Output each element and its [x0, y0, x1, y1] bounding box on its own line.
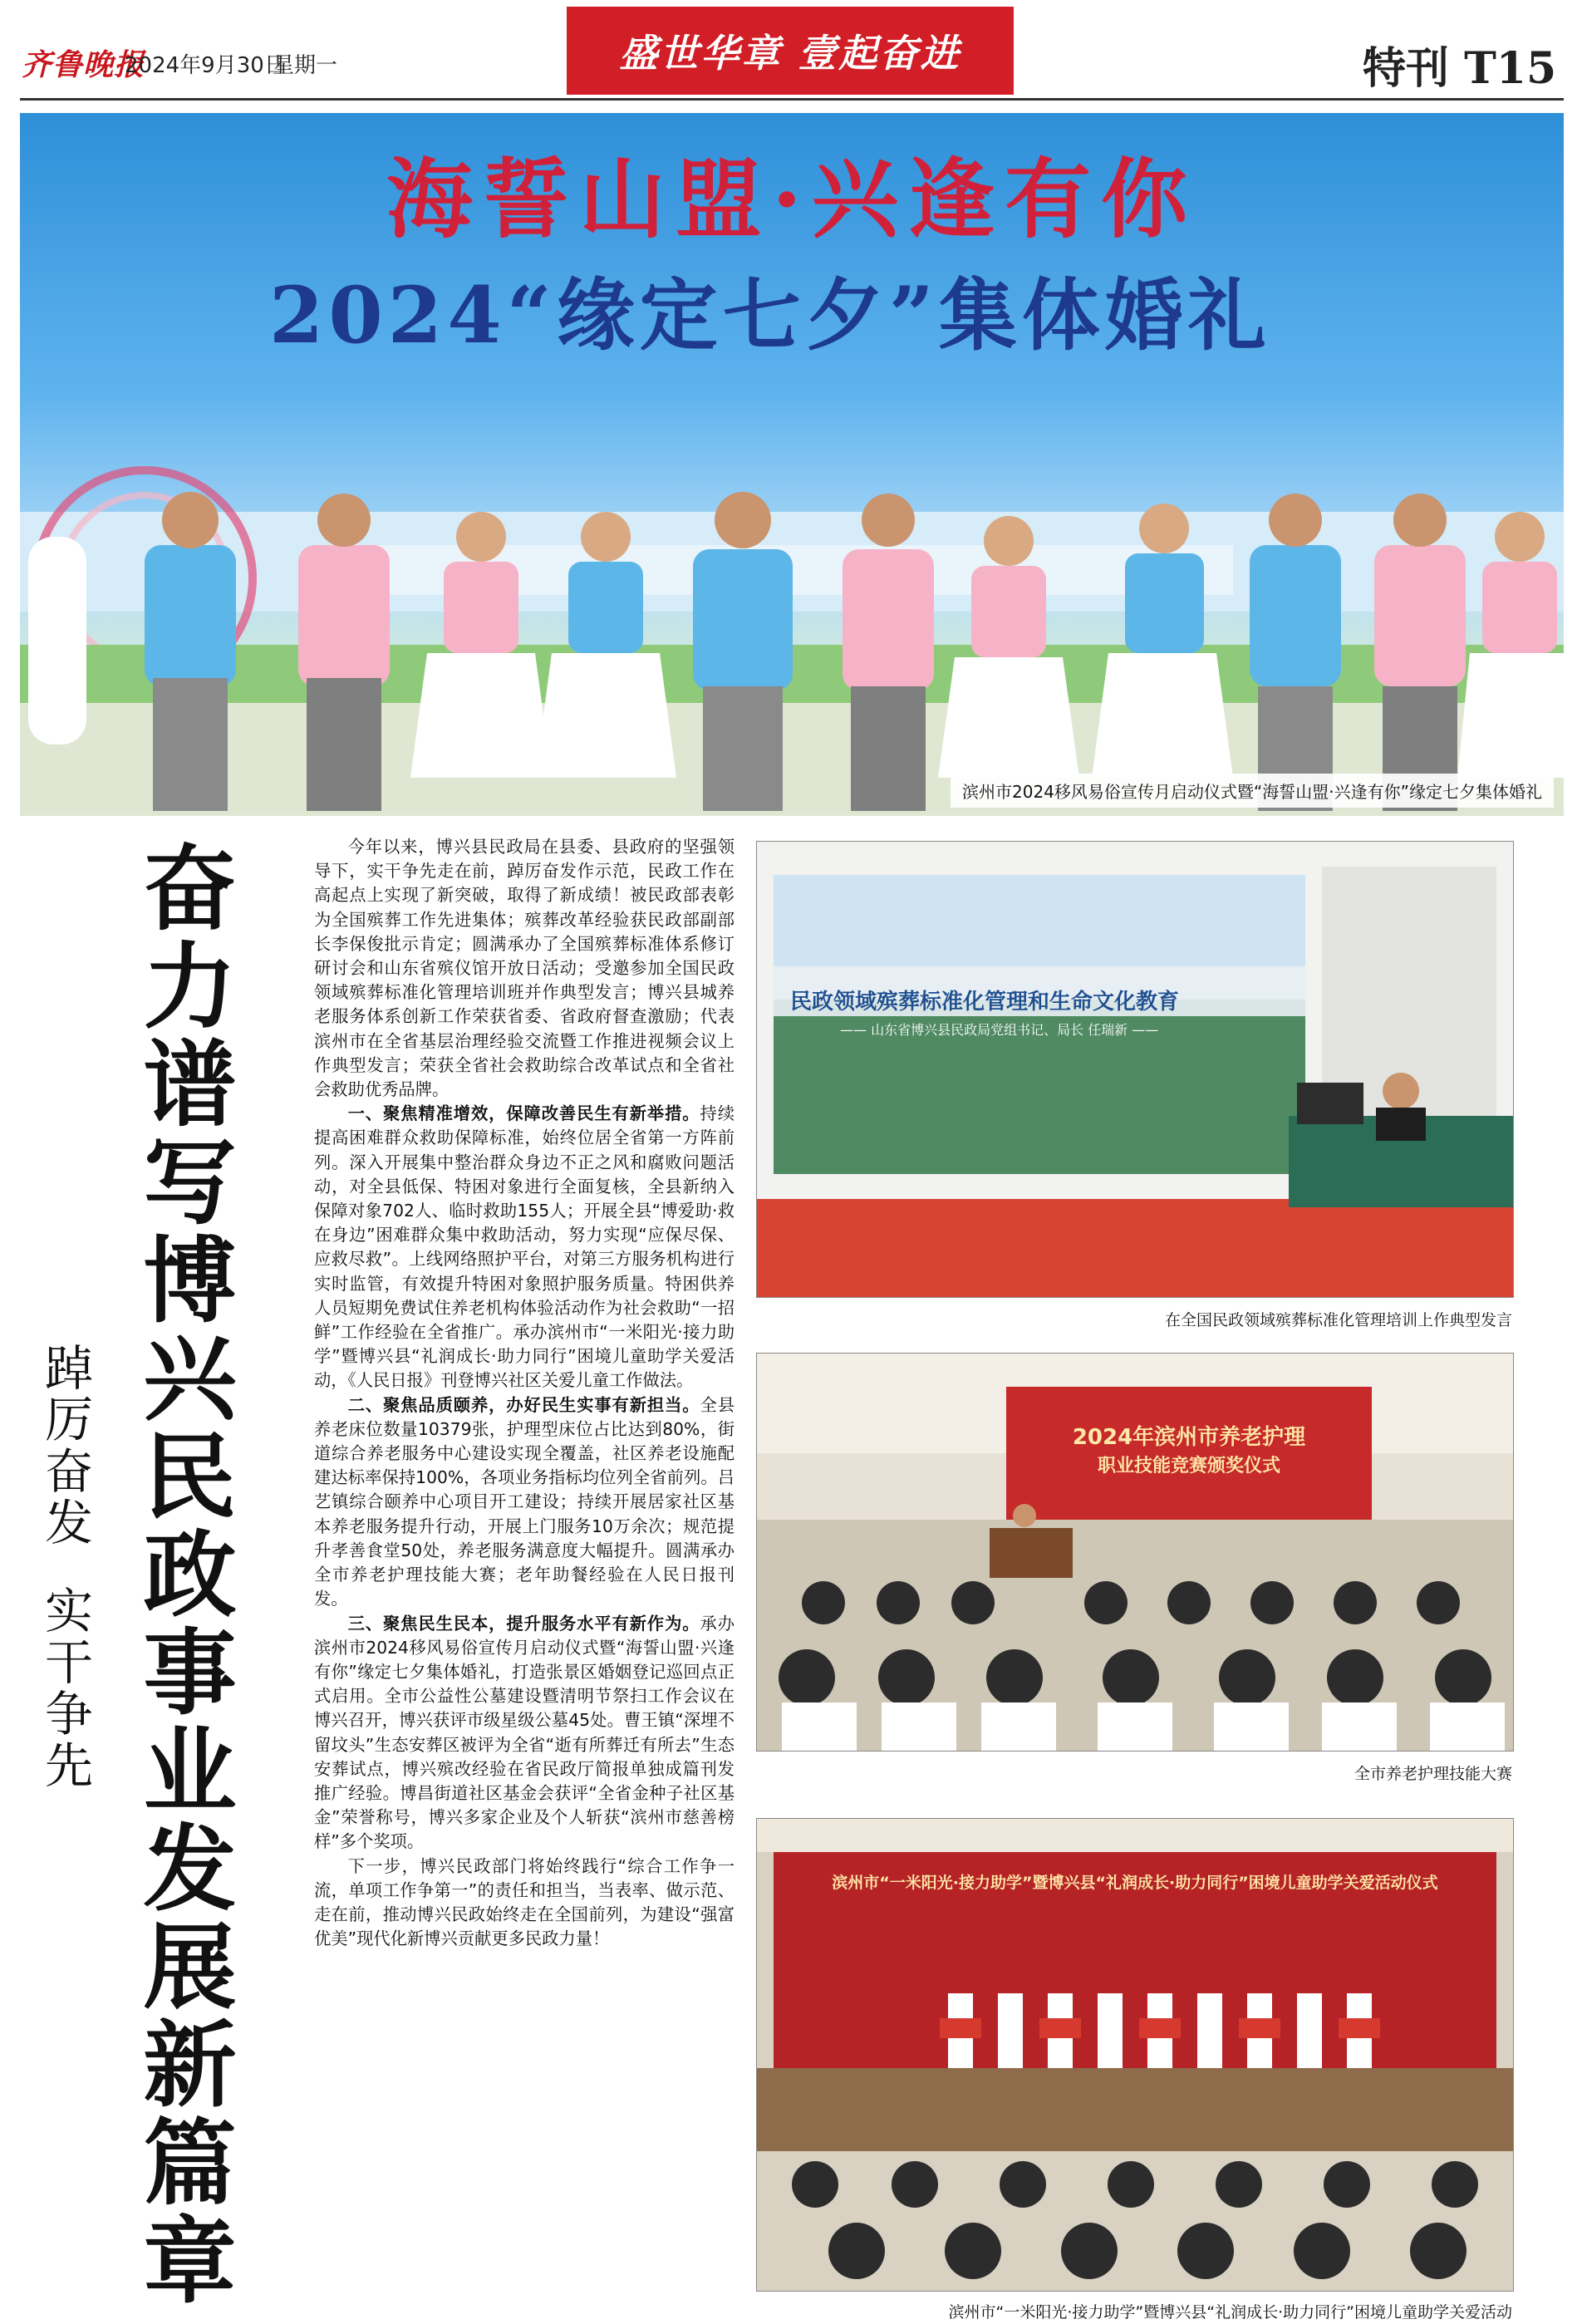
header-divider	[20, 98, 1564, 101]
section-1-title: 一、聚焦精准增效，保障改善民生有新举措。	[347, 1103, 700, 1124]
photo-student-aid	[756, 1818, 1514, 2292]
masthead-logo: 齐鲁晚报	[22, 47, 145, 82]
section-3-title: 三、聚焦民生民本，提升服务水平有新作为。	[347, 1613, 700, 1634]
photo3-caption: 滨州市“一米阳光·接力助学”暨博兴县“礼润成长·助力同行”困境儿童助学关爱活动	[948, 2303, 1512, 2322]
issue-date: 2024年9月30日	[125, 53, 286, 78]
article-headline: 奋力谱写博兴民政事业发展新篇章	[128, 839, 237, 2310]
section-1	[314, 1102, 734, 1393]
paragraph-intro: 今年以来，博兴县民政局在县委、县政府的坚强领导下，实干争先走在前，踔厉奋发作示范，民政工作在高起点上实现了新突破，取得了新成绩！被民政部表彰为全国殡葬工作先进集体；殡葬改革经验获民政部副部长李保俊批示肯定；圆满承办了全国殡葬标准体系修订研讨会和山东省殡仪馆开放日活动；受邀参加全国民政领域殡葬标准化管理培训班并作典型发言；博兴县城养老服务体系创新工作荣获省委、省政府督查激励；代表滨州市在全省基层治理经验交流暨工作推进视频会议上作典型发言；荣获全省社会救助综合改革试点和全省社会救助优秀品牌。	[314, 837, 734, 1100]
section-3-body: 承办滨州市2024移风易俗宣传月启动仪式暨“海誓山盟·兴逢有你”缘定七夕集体婚礼，打造张景区婚姻登记巡回点正式启用。全市公益性公墓建设暨清明节祭扫工作会议在博兴召开，博兴获评市级星级公墓45处。曹王镇“深埋不留坟头”生态安葬区被评为全省“逝有所葬迁有所去”生态安葬试点，博兴殡改经验在省民政厅简报单独成篇刊发推广经验。博昌街道社区基金会获评“全省金种子社区基金”荣誉称号，博兴多家企业及个人斩获“滨州市慈善榜样”多个奖项。	[314, 1613, 734, 1852]
photo1-screen-subtitle: —— 山东省博兴县民政局党组书记、局长 任瑞新 ——	[840, 1022, 1159, 1038]
issue-weekday: 星期一	[273, 53, 338, 78]
article-body	[314, 835, 734, 1951]
subhead-part-2: 实干争先	[37, 1585, 93, 1791]
hero-title: 海誓山盟·兴逢有你	[386, 148, 1198, 250]
section-2-title: 二、聚焦品质颐养，办好民生实事有新担当。	[347, 1394, 700, 1415]
section-3	[314, 1612, 734, 1855]
section-1-body: 持续提高困难群众救助保障标准，始终位居全省第一方阵前列。深入开展集中整治群众身边不正之风和腐败问题活动，对全县低保、特困对象进行全面复核，全县新纳入保障对象702人、临时救助155人；开展全县“博爱助·救在身边”困难群众集中救助活动，努力实现“应保尽保、应救尽救”。上线网络照护平台，对第三方服务机构进行实时监管，有效提升特困对象照护服务质量。特困供养人员短期免费试住养老机构体验活动作为社会救助“一招鲜”工作经验在全省推广。承办滨州市“一米阳光·接力助学”暨博兴县“礼润成长·助力同行”困境儿童助学关爱活动，《人民日报》刊登博兴社区关爱儿童工作做法。	[314, 1103, 734, 1391]
page-tag: 特刊 T15	[1363, 43, 1557, 94]
photo2-screen-subtitle: 职业技能竞赛颁奖仪式	[1097, 1456, 1280, 1476]
section-2-body: 全县养老床位数量10379张，护理型床位占比达到80%，街道综合养老服务中心建设实现全覆盖，社区养老设施配建达标率保持100%，各项业务指标均位列全省前列。吕艺镇综合颐养中心项目开工建设；持续开展居家社区基本养老服务提升行动，开展上门服务10万余次；规范提升孝善食堂50处，养老服务满意度大幅提升。圆满承办全市养老护理技能大赛；老年助餐经验在人民日报刊发。	[314, 1394, 734, 1609]
photo3-banner-text: 滨州市“一米阳光·接力助学”暨博兴县“礼润成长·助力同行”困境儿童助学关爱活动仪式	[832, 1874, 1438, 1892]
photo1-caption: 在全国民政领域殡葬标准化管理培训上作典型发言	[1164, 1311, 1512, 1329]
hero-caption: 滨州市2024移风易俗宣传月启动仪式暨“海誓山盟·兴逢有你”缘定七夕集体婚礼	[951, 774, 1554, 808]
photo2-screen-title: 2024年滨州市养老护理	[1072, 1425, 1306, 1450]
photo1-screen-title: 民政领域殡葬标准化管理和生命文化教育	[790, 990, 1180, 1015]
subhead-part-1: 踔厉奋发	[37, 1343, 93, 1549]
article-subhead	[33, 1343, 100, 1791]
photo2-caption: 全市养老护理技能大赛	[1354, 1765, 1512, 1783]
hero-subtitle: 2024“缘定七夕”集体婚礼	[269, 270, 1271, 361]
photo-training-speech	[756, 841, 1514, 1298]
theme-banner: 盛世华章 壹起奋进	[567, 7, 1014, 95]
hero-photo	[20, 113, 1564, 816]
photo-nursing-contest	[756, 1353, 1514, 1752]
paragraph-closing: 下一步，博兴民政部门将始终践行“综合工作争一流，单项工作争第一”的责任和担当，当表率、做示范、走在前，推动博兴民政始终走在全国前列，为建设“强富优美”现代化新博兴贡献更多民政力量！	[314, 1855, 734, 1949]
section-2	[314, 1393, 734, 1612]
